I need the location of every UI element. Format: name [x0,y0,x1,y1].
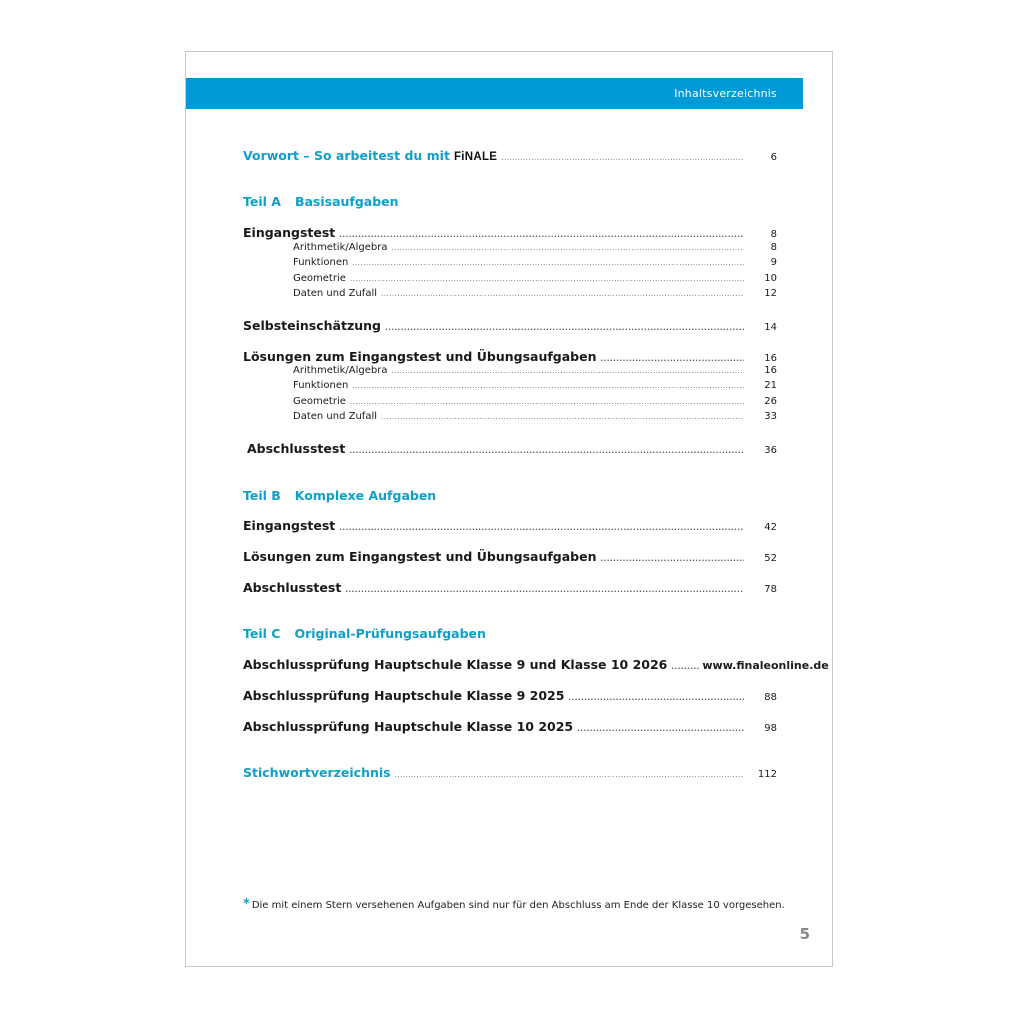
section-prefix: Teil B [243,488,281,503]
dot-leader [601,555,745,563]
page-ref: 42 [764,522,777,533]
toc-entry-vorwort[interactable] [243,148,777,163]
toc-entry-loesungen-b[interactable] [243,549,777,564]
section-heading-teil-b [243,488,436,503]
entry-label: Abschlussprüfung Hauptschule Klasse 9 und Klasse 10 2026 [243,657,668,672]
dot-leader [391,244,744,252]
header-title: Inhaltsverzeichnis [674,87,777,100]
toc-subentry[interactable] [293,380,777,391]
page-ref: 88 [764,692,777,703]
toc-subentry[interactable] [293,273,777,284]
page-ref: 21 [764,380,777,391]
entry-label: Selbsteinschätzung [243,318,381,333]
section-title: Komplexe Aufgaben [294,488,437,503]
toc-subentry[interactable] [293,257,777,268]
entry-label: Abschlussprüfung Hauptschule Klasse 9 2025 [243,688,565,703]
entry-label: Abschlussprüfung Hauptschule Klasse 10 2025 [243,719,574,734]
entry-label: Geometrie [293,396,346,407]
entry-label: Abschlusstest [243,580,342,595]
entry-label: Geometrie [293,273,346,284]
dot-leader [345,586,744,594]
toc-subentry[interactable] [293,396,777,407]
toc-subentry[interactable] [293,365,777,376]
page-ref: 12 [764,288,777,299]
toc-entry-stichwortverzeichnis[interactable] [243,765,777,780]
toc-entry-eingangstest-b[interactable] [243,518,777,533]
entry-label: Funktionen [293,380,349,391]
page-ref: 14 [764,322,777,333]
dot-leader [352,382,744,390]
dot-leader [395,771,744,779]
dot-leader [601,355,745,363]
page-ref: 8 [770,242,777,253]
dot-leader [501,154,744,162]
toc-subentry[interactable] [293,411,777,422]
document-page [185,51,833,967]
toc-entry-abschlusstest-b[interactable] [243,580,777,595]
page-ref: 112 [757,769,777,780]
page-ref: 78 [764,584,777,595]
page-ref: 98 [764,723,777,734]
header-bar [186,78,803,109]
entry-label: Daten und Zufall [293,411,378,422]
footnote-text: Die mit einem Stern versehenen Aufgaben sind nur für den Abschluss am Ende der Klasse 10 vorgesehen. [251,900,785,911]
entry-label: Lösungen zum Eingangstest und Übungsaufgaben [243,549,597,564]
page-ref: 16 [764,365,777,376]
footnote [243,897,785,912]
dot-leader [568,694,744,702]
dot-leader [381,290,744,298]
toc-entry-pruefung-10-2025[interactable] [243,719,777,734]
entry-label: Daten und Zufall [293,288,378,299]
page-ref: 9 [770,257,777,268]
toc-entry-eingangstest-a[interactable] [243,225,777,240]
finale-logo: FiNALE [453,151,498,163]
entry-label: Eingangstest [243,518,336,533]
toc-entry-abschlusstest-a[interactable] [247,441,777,456]
page-ref: 6 [770,152,777,163]
page-ref: 8 [770,229,777,240]
section-heading-teil-c [243,626,486,641]
dot-leader [352,259,744,267]
section-title: Original-Prüfungsaufgaben [294,626,486,641]
toc-entry-selbsteinschaetzung[interactable] [243,318,777,333]
dot-leader [381,413,744,421]
entry-label: Lösungen zum Eingangstest und Übungsaufgaben [243,349,597,364]
section-prefix: Teil C [243,626,281,641]
page-ref: 16 [764,353,777,364]
dot-leader [671,663,699,671]
entry-label: Funktionen [293,257,349,268]
page-ref: 52 [764,553,777,564]
section-prefix: Teil A [243,194,281,209]
dot-leader [385,324,744,332]
section-heading-teil-a [243,194,399,209]
page-ref: 33 [764,411,777,422]
page-ref: 26 [764,396,777,407]
star-icon: * [243,897,250,912]
dot-leader [349,447,744,455]
toc-entry-pruefung-2026[interactable] [243,657,829,672]
entry-label: Stichwortverzeichnis [243,765,391,780]
toc-subentry[interactable] [293,288,777,299]
toc-entry-loesungen-a[interactable] [243,349,777,364]
dot-leader [350,275,744,283]
website-link[interactable]: www.finaleonline.de [702,659,829,672]
toc-subentry[interactable] [293,242,777,253]
dot-leader [391,367,744,375]
page-ref: 36 [764,445,777,456]
toc-entry-pruefung-9-2025[interactable] [243,688,777,703]
page-ref: 10 [764,273,777,284]
entry-label: Abschlusstest [247,441,346,456]
entry-label: Arithmetik/Algebra [293,365,388,376]
vorwort-label: Vorwort – So arbeitest du mit [243,148,450,163]
page-number: 5 [799,925,810,943]
dot-leader [577,725,744,733]
dot-leader [339,231,744,239]
section-title: Basisaufgaben [294,194,399,209]
dot-leader [350,398,744,406]
dot-leader [339,524,744,532]
entry-label: Arithmetik/Algebra [293,242,388,253]
entry-label: Eingangstest [243,225,336,240]
